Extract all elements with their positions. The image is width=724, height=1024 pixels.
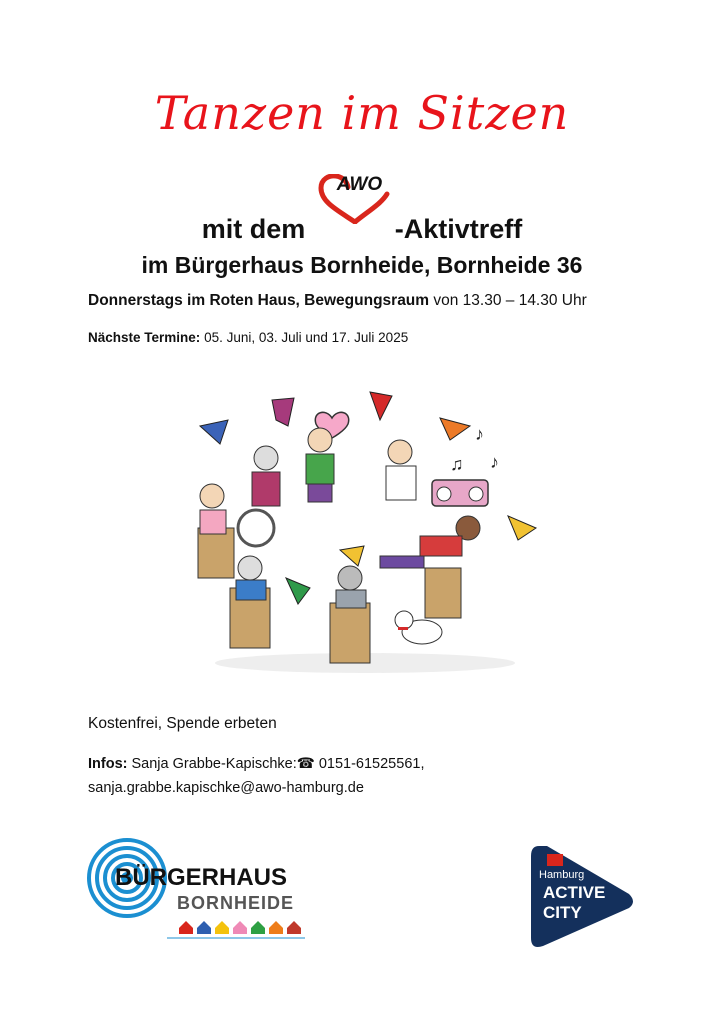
organizer-prefix: mit dem	[201, 214, 306, 244]
next-dates-value: 05. Juni, 03. Juli und 17. Juli 2025	[204, 330, 409, 345]
schedule-label: Donnerstags im Roten Haus, Bewegungsraum	[88, 292, 430, 309]
logo1-line2: BORNHEIDE	[177, 893, 295, 913]
schedule-time: von 13.30 – 14.30 Uhr	[433, 292, 587, 309]
awo-logo	[315, 174, 393, 242]
organizer-suffix: -Aktivtreff	[394, 214, 523, 244]
contact-label: Infos:	[88, 756, 128, 772]
buergerhaus-bornheide-logo	[85, 838, 310, 943]
logo2-line1: ACTIVE	[543, 883, 606, 902]
hamburg-active-city-logo	[525, 838, 640, 953]
next-dates-label: Nächste Termine:	[88, 330, 201, 345]
contact-phone[interactable]: 0151-61525561,	[318, 756, 425, 772]
contact-email[interactable]: sanja.grabbe.kapischke@awo-hamburg.de	[88, 780, 364, 796]
awo-logo-text: AWO	[336, 174, 383, 195]
svg-text:♪: ♪	[490, 452, 499, 472]
venue: im Bürgerhaus Bornheide, Bornheide 36	[141, 252, 583, 278]
logo1-line1: BÜRGERHAUS	[115, 864, 288, 891]
cost-note: Kostenfrei, Spende erbeten	[88, 715, 277, 732]
logo2-small: Hamburg	[539, 869, 585, 881]
svg-text:♪: ♪	[475, 424, 484, 444]
contact-name: Sanja Grabbe-Kapischke:	[131, 756, 297, 772]
contact-info	[88, 752, 424, 800]
page-title: Tanzen im Sitzen	[154, 86, 570, 140]
schedule	[88, 292, 587, 310]
contact-line	[88, 752, 424, 776]
seated-dance-illustration	[190, 378, 540, 678]
logo2-line2: CITY	[543, 903, 582, 922]
phone-icon: ☎	[296, 756, 315, 772]
next-dates	[88, 330, 408, 345]
organizer-line	[0, 174, 724, 245]
svg-text:♫: ♫	[450, 454, 464, 474]
